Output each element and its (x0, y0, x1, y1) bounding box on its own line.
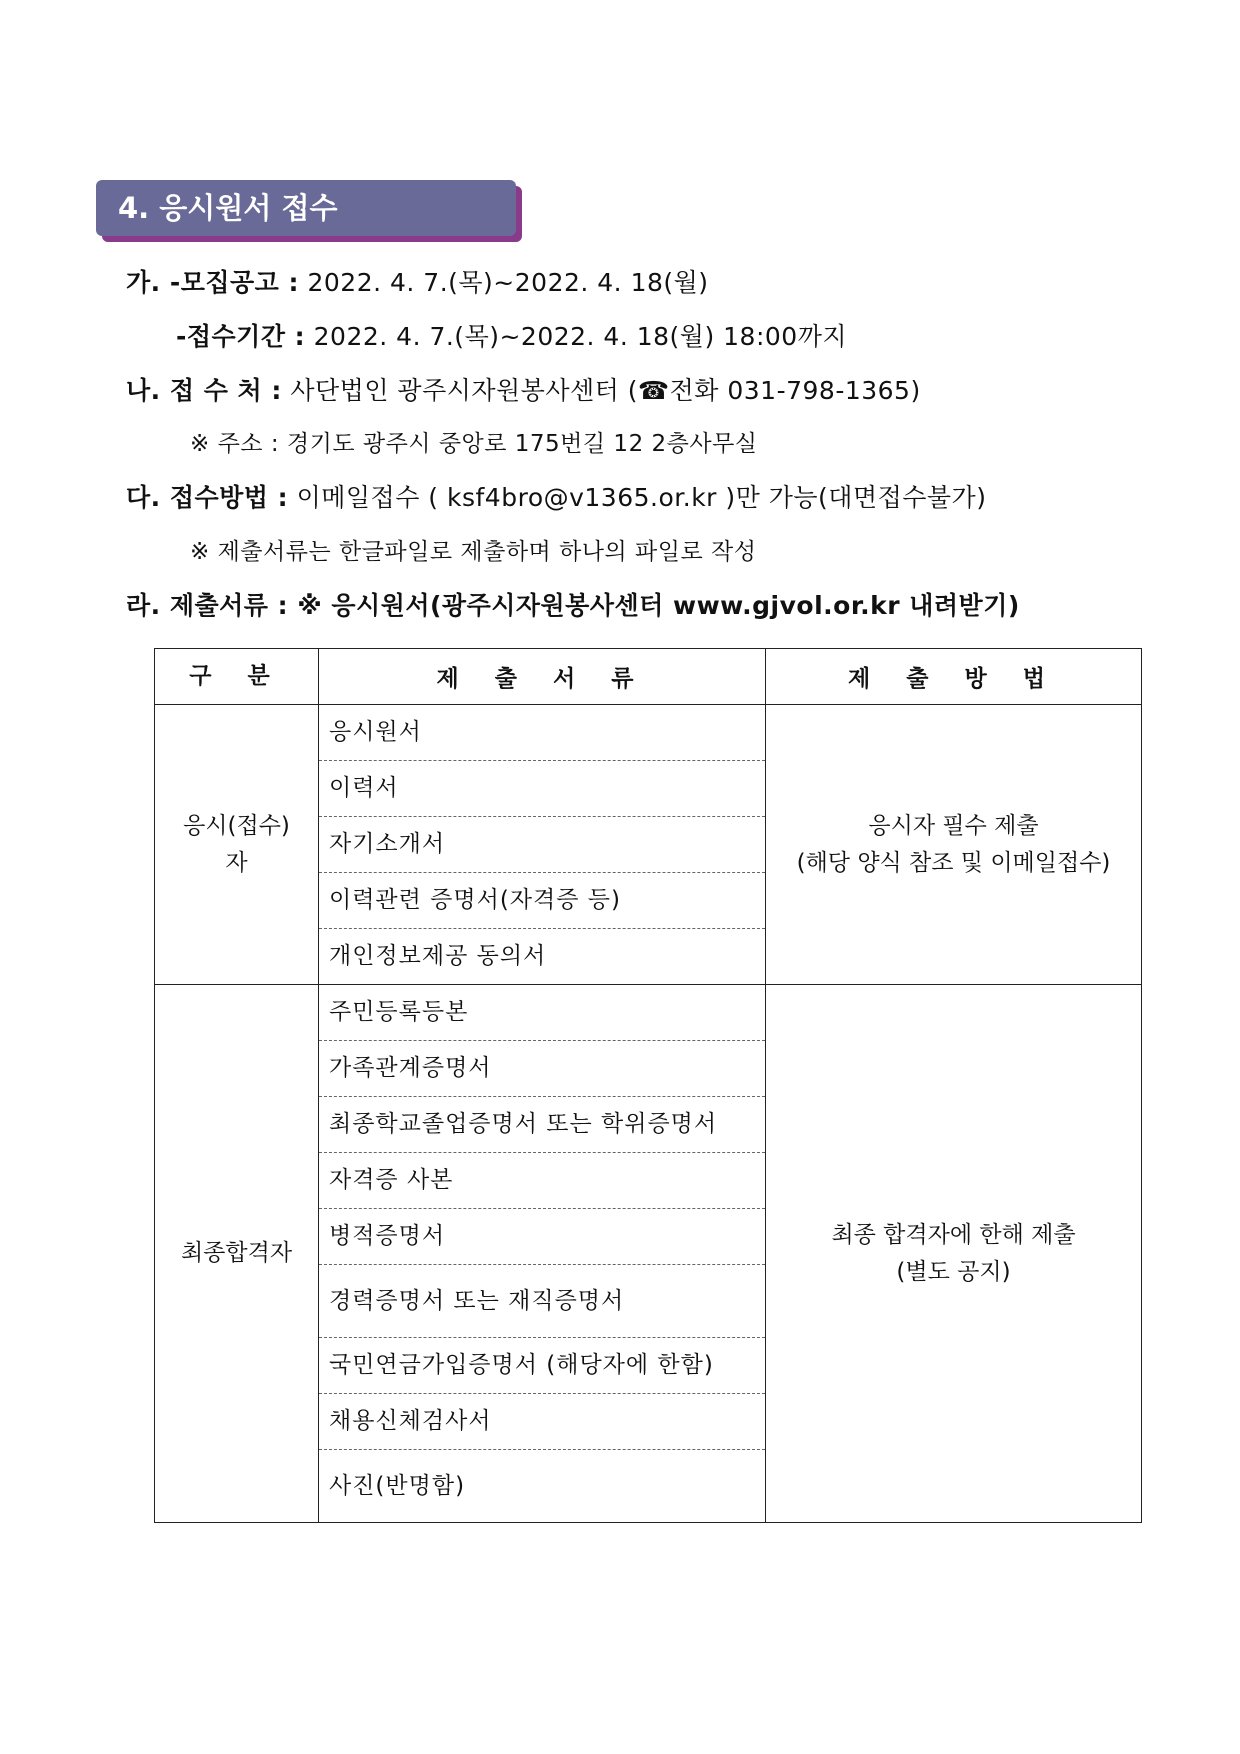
document-item: 가족관계증명서 (319, 1041, 765, 1097)
document-item: 병적증명서 (319, 1209, 765, 1265)
document-item: 응시원서 (319, 705, 765, 761)
method-line: 최종 합격자에 한해 제출 (831, 1221, 1076, 1248)
item-ra (126, 586, 1020, 622)
item-da (126, 478, 986, 514)
method-cell (766, 705, 1142, 985)
item-na-note: ※ 주소 : 경기도 광주시 중앙로 175번길 12 2층사무실 (190, 431, 758, 457)
header-method: 제 출 방 법 (766, 649, 1142, 705)
document-item: 개인정보제공 동의서 (329, 943, 547, 969)
document-item: 자기소개서 (319, 817, 765, 873)
documents-cell (319, 985, 766, 1523)
item-da-label: 다. 접수방법 : (126, 483, 289, 512)
item-na-value: 사단법인 광주시자원봉사센터 (☎전화 031-798-1365) (290, 376, 921, 405)
document-item: 이력관련 증명서(자격증 등) (319, 873, 765, 929)
item-na-label: 나. 접 수 처 : (126, 376, 282, 405)
item-ra-value: 응시원서(광주시자원봉사센터 www.gjvol.or.kr 내려받기) (331, 591, 1020, 620)
category-cell (155, 985, 319, 1523)
item-ga2 (176, 317, 847, 353)
documents-cell (319, 705, 766, 985)
category-line: 자 (225, 849, 248, 876)
document-item: 경력증명서 또는 재직증명서 (319, 1265, 765, 1338)
category-line: 응시(접수) (183, 812, 290, 839)
item-ga-label: 가. -모집공고 : (126, 268, 300, 297)
documents-table (154, 648, 1142, 1523)
item-ra-label: 라. 제출서류 : ※ (126, 591, 323, 620)
method-line: (별도 공지) (896, 1258, 1011, 1285)
item-na (126, 371, 921, 407)
table-row (155, 985, 1142, 1523)
header-documents: 제 출 서 류 (319, 649, 766, 705)
document-item: 국민연금가입증명서 (해당자에 한함) (319, 1338, 765, 1394)
item-da-value: 이메일접수 ( ksf4bro@v1365.or.kr )만 가능(대면접수불가) (296, 483, 987, 512)
document-item: 자격증 사본 (319, 1153, 765, 1209)
method-cell (766, 985, 1142, 1523)
item-ga-value: 2022. 4. 7.(목)~2022. 4. 18(월) (307, 268, 709, 297)
item-ga (126, 263, 709, 299)
table-header-row (155, 649, 1142, 705)
item-ga2-label: -접수기간 : (176, 322, 306, 351)
category-cell (155, 705, 319, 985)
document-item: 사진(반명함) (329, 1473, 466, 1499)
document-item: 이력서 (319, 761, 765, 817)
item-da-note: ※ 제출서류는 한글파일로 제출하며 하나의 파일로 작성 (190, 539, 757, 565)
document-item: 채용신체검사서 (319, 1394, 765, 1450)
section-title: 4. 응시원서 접수 (96, 180, 516, 236)
document-item: 주민등록등본 (319, 985, 765, 1041)
method-line: 응시자 필수 제출 (868, 812, 1039, 839)
document-item: 최종학교졸업증명서 또는 학위증명서 (319, 1097, 765, 1153)
header-category: 구 분 (155, 649, 319, 705)
category-line: 최종합격자 (180, 1240, 293, 1267)
table-row (155, 705, 1142, 985)
item-ga2-value: 2022. 4. 7.(목)~2022. 4. 18(월) 18:00까지 (313, 322, 847, 351)
method-line: (해당 양식 참조 및 이메일접수) (796, 849, 1111, 876)
